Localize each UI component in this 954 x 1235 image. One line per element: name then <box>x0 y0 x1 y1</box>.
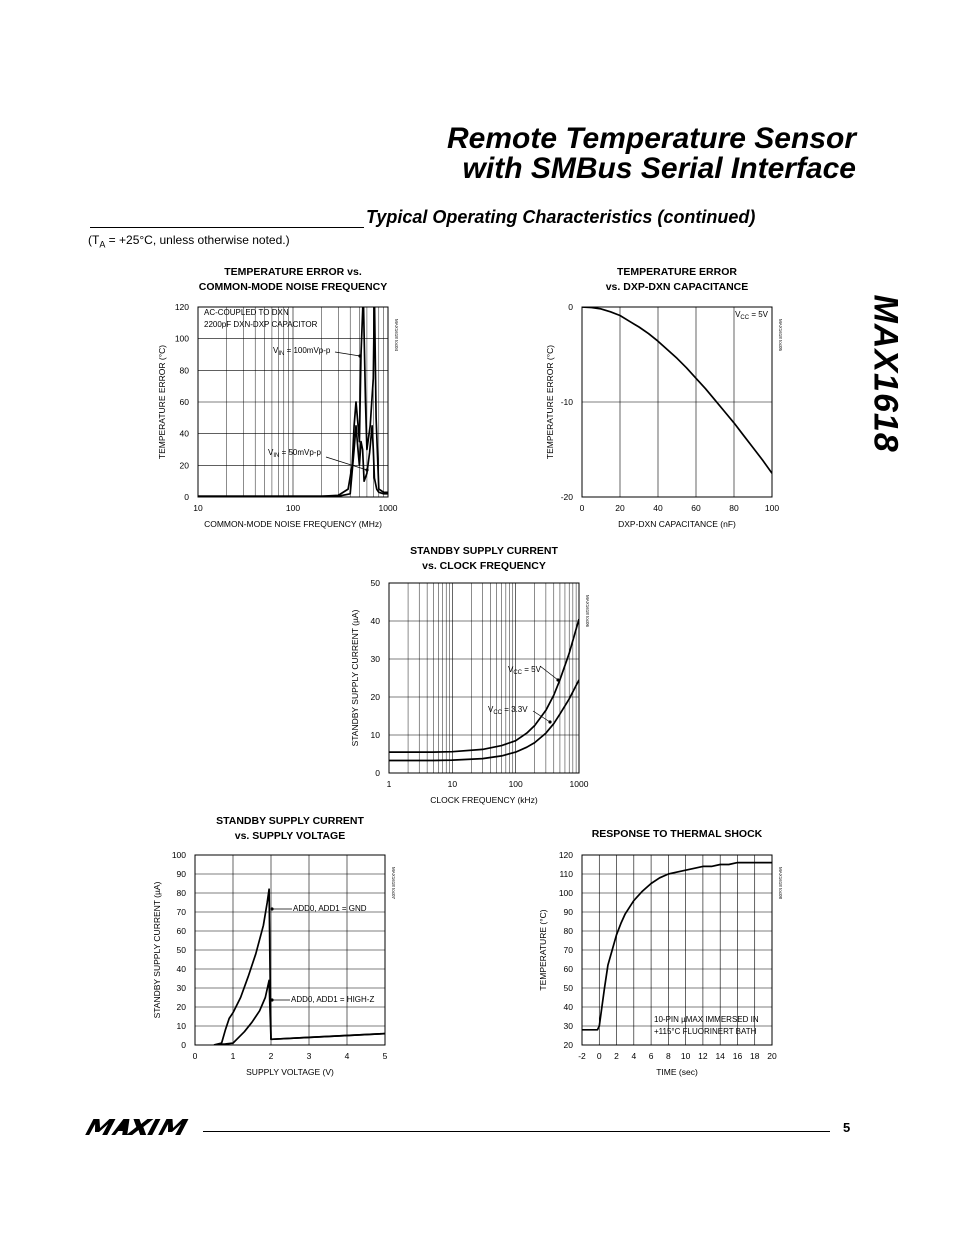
x-tick-label: 12 <box>698 1051 708 1061</box>
page-title-line-1: Remote Temperature Sensor <box>446 122 856 155</box>
x-tick-label: 100 <box>508 779 523 789</box>
maxim-logo <box>84 1117 192 1142</box>
y-tick-label: 40 <box>370 616 380 626</box>
chart-title: vs. CLOCK FREQUENCY <box>422 560 546 572</box>
y-tick-label: 0 <box>568 302 573 312</box>
x-tick-label: 6 <box>648 1051 654 1061</box>
y-axis-label: TEMPERATURE ERROR (°C) <box>157 344 167 460</box>
annotation: $V_{IN} = 50mVp-p$ <box>268 448 321 459</box>
x-tick-label: 60 <box>691 503 701 513</box>
x-axis-label: DXP-DXN CAPACITANCE (nF) <box>618 519 736 529</box>
x-tick-label: 20 <box>767 1051 777 1061</box>
y-tick-label: 0 <box>375 768 380 778</box>
leader-line <box>533 711 550 722</box>
x-tick-label: 2 <box>614 1051 619 1061</box>
y-tick-label: -10 <box>560 397 573 407</box>
annotation: AC-COUPLED TO DXN <box>204 308 289 317</box>
x-axis-label: SUPPLY VOLTAGE (V) <box>246 1067 334 1077</box>
y-tick-label: 80 <box>179 365 189 376</box>
chart-title: vs. SUPPLY VOLTAGE <box>234 830 346 842</box>
x-tick-label: 1 <box>230 1051 236 1061</box>
annotation: $V_{CC} = 5V$ <box>735 310 768 321</box>
chart-title: TEMPERATURE ERROR vs. <box>224 266 362 278</box>
y-tick-label: -20 <box>560 492 573 502</box>
y-axis-label: TEMPERATURE (°C) <box>538 909 548 991</box>
y-tick-label: 110 <box>559 869 573 879</box>
y-tick-label: 80 <box>176 888 186 898</box>
chart-c4 <box>152 815 396 1077</box>
series-line-1 <box>389 619 579 752</box>
x-tick-label: 0 <box>596 1051 602 1061</box>
x-tick-label: 0 <box>192 1051 198 1061</box>
y-tick-label: 10 <box>176 1021 186 1031</box>
y-tick-label: 60 <box>176 926 186 936</box>
y-tick-label: 40 <box>179 428 189 439</box>
y-tick-label: 70 <box>563 945 573 955</box>
figure-code: MAX1618 toc06 <box>585 594 590 628</box>
y-tick-label: 40 <box>563 1002 573 1012</box>
chart-c1 <box>157 266 399 529</box>
annotation: ADD0, ADD1 = GND <box>293 904 367 913</box>
annotation: $V_{IN} = 100mVp-p$ <box>273 346 331 357</box>
chart-title: STANDBY SUPPLY CURRENT <box>216 815 364 827</box>
y-tick-label: 0 <box>181 1040 186 1050</box>
chart-c2 <box>545 266 783 529</box>
y-tick-label: 40 <box>176 964 186 974</box>
y-tick-label: 90 <box>176 869 186 879</box>
x-tick-label: 18 <box>749 1051 760 1061</box>
y-tick-label: 20 <box>370 692 380 702</box>
y-axis-label: STANDBY SUPPLY CURRENT (µA) <box>350 609 360 747</box>
annotation: ADD0, ADD1 = HIGH-Z <box>291 995 375 1004</box>
x-tick-label: 10 <box>193 503 203 513</box>
conditions-note: ($T_A = +25^\circ C$, unless otherwise noted.) <box>88 233 290 250</box>
x-tick-label: 1000 <box>569 779 589 789</box>
chart-title: vs. DXP-DXN CAPACITANCE <box>605 281 749 293</box>
y-tick-label: 30 <box>370 654 380 664</box>
x-tick-label: 14 <box>715 1051 725 1061</box>
annotation: +115°C FLUORINERT BATH <box>654 1027 757 1036</box>
x-tick-label: 1 <box>386 779 392 789</box>
x-tick-label: 1000 <box>378 503 398 513</box>
y-axis-label: TEMPERATURE ERROR (°C) <box>545 344 555 460</box>
leader-marker <box>365 468 368 471</box>
annotation: $V_{CC} = 5V$ <box>508 665 541 676</box>
y-tick-label: 50 <box>370 578 380 588</box>
leader-marker <box>358 354 361 357</box>
x-tick-label: 0 <box>579 503 585 513</box>
annotation: $V_{CC} = 3.3V$ <box>488 705 528 716</box>
x-tick-label: 5 <box>382 1051 388 1061</box>
y-tick-label: 60 <box>179 397 189 407</box>
x-tick-label: 10 <box>447 779 458 789</box>
y-tick-label: 70 <box>176 907 186 917</box>
page-number: 5 <box>843 1120 851 1135</box>
figure-code: MAX1618 toc07 <box>391 866 396 900</box>
x-tick-label: 80 <box>729 503 739 513</box>
chart-title: COMMON-MODE NOISE FREQUENCY <box>198 281 388 293</box>
y-tick-label: 100 <box>558 888 573 898</box>
y-tick-label: 50 <box>563 983 573 993</box>
y-axis-label: STANDBY SUPPLY CURRENT (µA) <box>152 881 162 1019</box>
page-title-line-2: with SMBus Serial Interface <box>462 152 856 185</box>
leader-line <box>326 457 367 470</box>
y-tick-label: 100 <box>171 850 186 860</box>
chart-title: RESPONSE TO THERMAL SHOCK <box>591 828 763 840</box>
x-tick-label: 2 <box>268 1051 274 1061</box>
x-tick-label: 3 <box>306 1051 312 1061</box>
leader-marker <box>270 907 273 910</box>
figure-code: MAX1618 toc04 <box>394 318 399 352</box>
y-tick-label: 20 <box>176 1002 186 1012</box>
part-number: MAX1618 <box>866 294 905 453</box>
leader-marker <box>270 998 273 1001</box>
x-tick-label: 40 <box>653 503 663 513</box>
y-tick-label: 50 <box>176 945 186 955</box>
x-axis-label: TIME (sec) <box>656 1067 698 1077</box>
figure-code: MAX1618 toc08 <box>778 866 783 900</box>
y-tick-label: 0 <box>184 492 189 502</box>
x-tick-label: 8 <box>665 1051 671 1061</box>
chart-title: TEMPERATURE ERROR <box>617 266 737 278</box>
chart-c5 <box>538 828 783 1077</box>
y-tick-label: 120 <box>174 302 189 312</box>
y-tick-label: 80 <box>563 926 573 936</box>
chart-title: STANDBY SUPPLY CURRENT <box>410 545 558 557</box>
x-tick-label: -2 <box>578 1051 586 1061</box>
x-tick-label: 4 <box>344 1051 350 1061</box>
leader-marker <box>548 720 551 723</box>
series-line-1 <box>582 863 772 1030</box>
x-tick-label: 10 <box>680 1051 691 1061</box>
x-axis-label: COMMON-MODE NOISE FREQUENCY (MHz) <box>204 519 382 529</box>
x-axis-label: CLOCK FREQUENCY (kHz) <box>430 795 538 805</box>
y-tick-label: 100 <box>174 333 189 344</box>
leader-marker <box>556 678 559 681</box>
y-tick-label: 10 <box>370 730 380 740</box>
y-tick-label: 30 <box>563 1021 573 1031</box>
y-tick-label: 30 <box>176 983 186 993</box>
annotation: 2200pF DXN-DXP CAPACITOR <box>204 320 318 329</box>
y-tick-label: 90 <box>563 907 573 917</box>
y-tick-label: 60 <box>563 964 573 974</box>
x-tick-label: 20 <box>615 503 625 513</box>
x-tick-label: 100 <box>764 503 780 513</box>
y-tick-label: 120 <box>558 850 573 860</box>
figure-code: MAX1618 toc05 <box>778 318 783 352</box>
plot-frame <box>389 583 579 773</box>
leader-line <box>540 666 558 680</box>
annotation: 10-PIN µMAX IMMERSED IN <box>654 1015 759 1024</box>
footer-rule <box>203 1131 830 1132</box>
section-heading: Typical Operating Characteristics (continued) <box>366 207 756 227</box>
series-line-1 <box>582 307 772 473</box>
series-line-2 <box>214 980 385 1045</box>
x-tick-label: 100 <box>285 503 301 513</box>
leader-line <box>335 352 360 356</box>
chart-c3 <box>350 545 590 805</box>
y-tick-label: 20 <box>179 460 189 471</box>
x-tick-label: 4 <box>631 1051 637 1061</box>
x-tick-label: 16 <box>732 1051 743 1061</box>
y-tick-label: 20 <box>563 1040 573 1050</box>
